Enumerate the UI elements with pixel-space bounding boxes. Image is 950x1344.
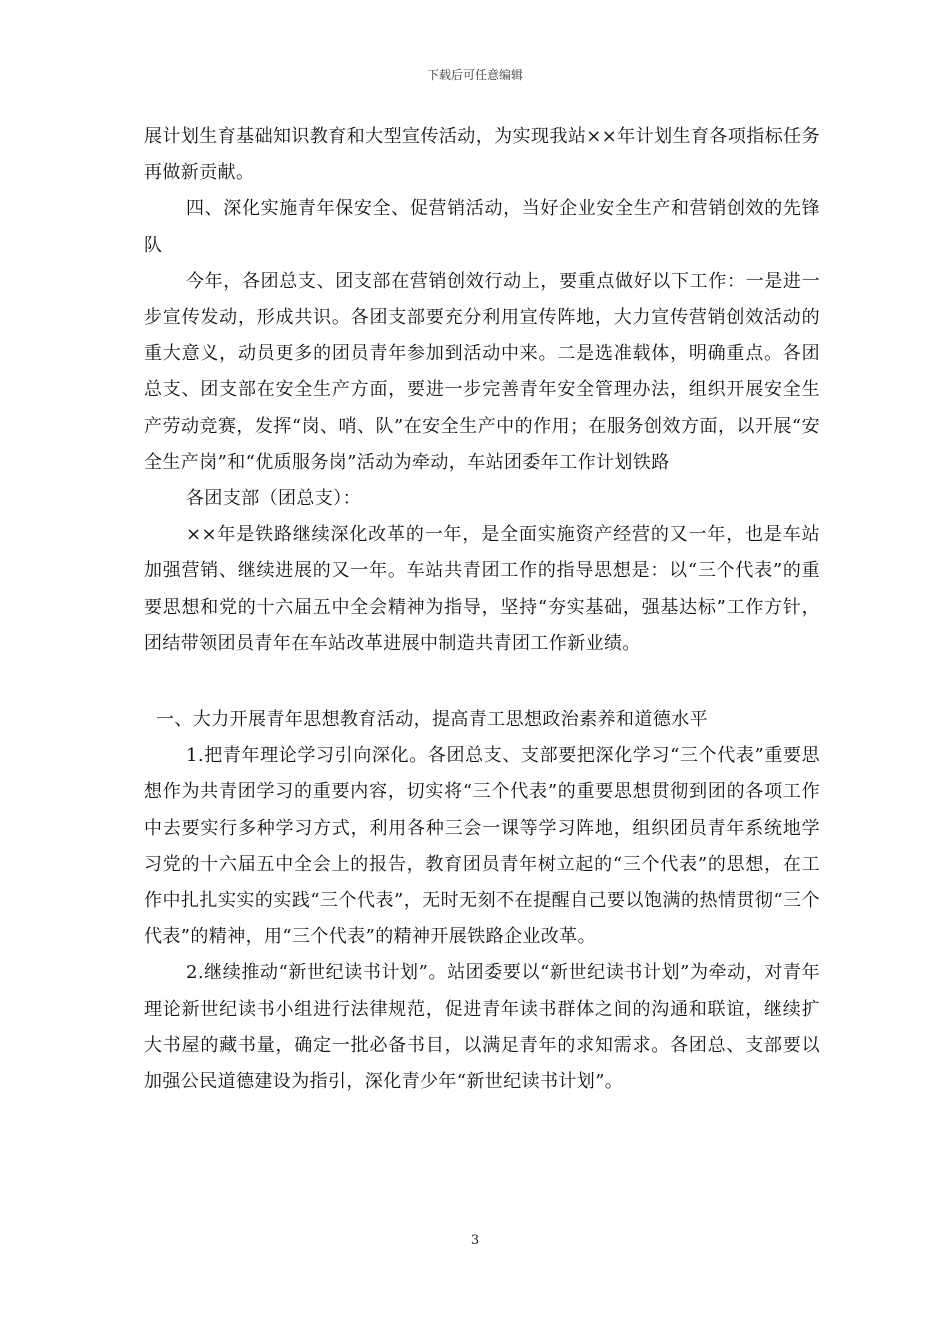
paragraph-marketing-work: 今年，各团总支、团支部在营销创效行动上，要重点做好以下工作：一是进一步宣传发动，形成共识。各团支部要充分利用宣传阵地，大力宣传营销创效活动的重大意义，动员更多的团员青年参加到活动中来。二是选准载体，明确重点。各团总支、团支部在安全生产方面，要进一步完善青年安全管理办法，组织开展安全生产劳动竞赛，发挥“岗、哨、队”在安全生产中的作用；在服务创效方面，以开展“安全生产岗”和“优质服务岗”活动为牵动，车站团委年工作计划铁路 [144,270,820,473]
section-heading-four: 四、深化实施青年保安全、促营销活动，当好企业安全生产和营销创效的先锋队 [144,198,820,256]
page-number: 3 [470,1233,480,1248]
paragraph-guiding-thought: ××年是铁路继续深化改革的一年，是全面实施资产经营的又一年，也是车站加强营销、继续进展的又一年。车站共青团工作的指导思想是：以“三个代表”的重要思想和党的十六届五中全会精神为指导，坚持“夯实基础，强基达标”工作方针，团结带领团员青年在车站改革进展中制造共青团工作新业绩。 [144,524,820,654]
document-body [144,119,820,1100]
page-header: 下载后可任意编辑 [426,68,523,82]
paragraph-family-planning-continuation: 展计划生育基础知识教育和大型宣传活动，为实现我站××年计划生育各项指标任务再做新贡献。 [144,126,820,184]
item-one-theory-study: 1.把青年理论学习引向深化。各团总支、支部要把深化学习“三个代表”重要思想作为共青团学习的重要内容，切实将“三个代表”的重要思想贯彻到团的各项工作中去要实行多种学习方式，利用各种三会一课等学习阵地，组织团员青年系统地学习党的十六届五中全会上的报告，教育团员青年树立起的“三个代表”的思想，在工作中扎扎实实的实践“三个代表”，无时无刻不在提醒自己要以饱满的热情贯彻“三个代表”的精神，用“三个代表”的精神开展铁路企业改革。 [144,745,820,948]
blank-line [144,662,820,702]
section-heading-one: 一、大力开展青年思想教育活动，提高青工思想政治素养和道德水平 [156,709,708,731]
salutation: 各团支部（团总支）： [186,488,361,510]
item-two-reading-plan: 2.继续推动“新世纪读书计划”。站团委要以“新世纪读书计划”为牵动，对青年理论新世纪读书小组进行法律规范，促进青年读书群体之间的沟通和联谊，继续扩大书屋的藏书量，确定一批必备书目，以满足青年的求知需求。各团总、支部要以加强公民道德建设为指引，深化青少年“新世纪读书计划”。 [144,962,820,1093]
